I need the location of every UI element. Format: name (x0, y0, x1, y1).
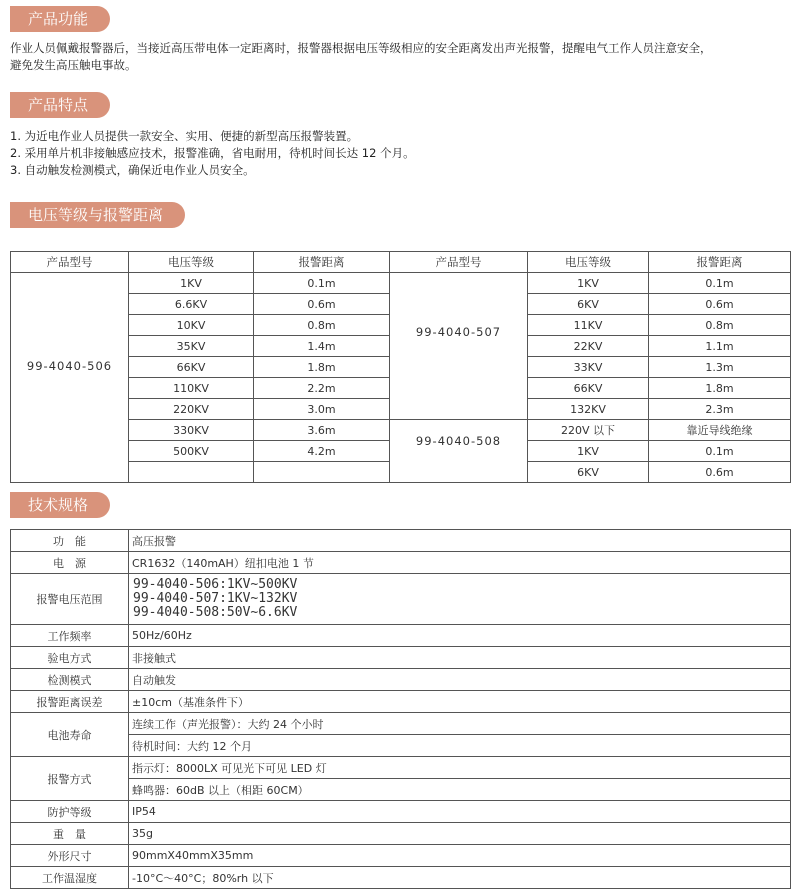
distance-cell: 1.4m (254, 336, 390, 357)
function-description (10, 40, 790, 74)
table-row (11, 273, 791, 294)
distance-cell: 0.6m (649, 462, 791, 483)
spec-label: 工作频率 (11, 625, 129, 647)
distance-cell: 0.1m (254, 273, 390, 294)
range-line: 99-4040-508:50V~6.6KV (133, 605, 298, 620)
distance-cell: 3.6m (254, 420, 390, 441)
distance-cell: 0.8m (649, 315, 791, 336)
function-line: 作业人员佩戴报警器后，当接近高压带电体一定距离时，报警器根据电压等级相应的安全距离发出声光报警，提醒电气工作人员注意安全， (10, 41, 712, 55)
section-title-specs: 技术规格 (10, 492, 110, 518)
spec-row (11, 757, 791, 779)
spec-label: 电 源 (11, 552, 129, 574)
spec-label: 报警电压范围 (11, 574, 129, 625)
distance-cell (254, 462, 390, 483)
voltage-cell: 6KV (528, 462, 649, 483)
section-title-features: 产品特点 (10, 92, 110, 118)
distance-cell: 3.0m (254, 399, 390, 420)
section-title-voltage: 电压等级与报警距离 (10, 202, 185, 228)
spec-label: 检测模式 (11, 669, 129, 691)
spec-row (11, 625, 791, 647)
distance-cell: 0.1m (649, 441, 791, 462)
header-voltage: 电压等级 (129, 252, 254, 273)
voltage-cell: 220V 以下 (528, 420, 649, 441)
header-distance: 报警距离 (254, 252, 390, 273)
spec-value: IP54 (129, 801, 791, 823)
header-model: 产品型号 (390, 252, 528, 273)
spec-row (11, 669, 791, 691)
spec-label: 工作温湿度 (11, 867, 129, 889)
voltage-cell: 500KV (129, 441, 254, 462)
spec-row (11, 867, 791, 889)
spec-label: 外形尺寸 (11, 845, 129, 867)
spec-label: 防护等级 (11, 801, 129, 823)
spec-value: 非接触式 (129, 647, 791, 669)
distance-cell: 0.1m (649, 273, 791, 294)
voltage-cell: 66KV (129, 357, 254, 378)
voltage-distance-table (10, 251, 791, 483)
voltage-cell: 22KV (528, 336, 649, 357)
table-header-row (11, 252, 791, 273)
header-voltage: 电压等级 (528, 252, 649, 273)
voltage-cell: 11KV (528, 315, 649, 336)
voltage-cell: 35KV (129, 336, 254, 357)
voltage-cell: 1KV (528, 273, 649, 294)
spec-value: -10°C～40°C；80%rh 以下 (129, 867, 791, 889)
spec-label: 电池寿命 (11, 713, 129, 757)
voltage-cell: 220KV (129, 399, 254, 420)
model-507: 99-4040-507 (390, 273, 528, 420)
range-line: 99-4040-506:1KV~500KV (133, 577, 298, 592)
spec-value: 蜂鸣器：60dB 以上（相距 60CM） (129, 779, 791, 801)
distance-cell: 靠近导线绝缘 (649, 420, 791, 441)
spec-row (11, 713, 791, 735)
features-list (10, 128, 790, 179)
distance-cell: 1.3m (649, 357, 791, 378)
voltage-cell: 66KV (528, 378, 649, 399)
feature-item: 1. 为近电作业人员提供一款安全、实用、便捷的新型高压报警装置。 (10, 129, 359, 143)
spec-label: 功 能 (11, 530, 129, 552)
spec-label: 重 量 (11, 823, 129, 845)
spec-row (11, 647, 791, 669)
voltage-cell: 6.6KV (129, 294, 254, 315)
spec-value: 50Hz/60Hz (129, 625, 791, 647)
spec-value: 35g (129, 823, 791, 845)
header-distance: 报警距离 (649, 252, 791, 273)
function-line: 避免发生高压触电事故。 (10, 58, 137, 72)
spec-value: ±10cm（基准条件下） (129, 691, 791, 713)
voltage-cell: 132KV (528, 399, 649, 420)
spec-value: CR1632（140mAH）纽扣电池 1 节 (129, 552, 791, 574)
model-506: 99-4040-506 (11, 273, 129, 483)
spec-row (11, 691, 791, 713)
distance-cell: 2.2m (254, 378, 390, 399)
spec-value: 连续工作（声光报警）：大约 24 个小时 (129, 713, 791, 735)
feature-item: 3. 自动触发检测模式，确保近电作业人员安全。 (10, 163, 255, 177)
spec-row (11, 574, 791, 625)
voltage-cell: 1KV (129, 273, 254, 294)
spec-label: 报警方式 (11, 757, 129, 801)
range-line: 99-4040-507:1KV~132KV (133, 591, 298, 606)
section-title-function: 产品功能 (10, 6, 110, 32)
spec-value: 待机时间：大约 12 个月 (129, 735, 791, 757)
spec-row (11, 530, 791, 552)
distance-cell: 0.6m (649, 294, 791, 315)
voltage-cell: 1KV (528, 441, 649, 462)
spec-value: 自动触发 (129, 669, 791, 691)
spec-row (11, 845, 791, 867)
voltage-cell: 6KV (528, 294, 649, 315)
spec-table (10, 529, 791, 889)
spec-value: 高压报警 (129, 530, 791, 552)
distance-cell: 1.8m (254, 357, 390, 378)
distance-cell: 0.8m (254, 315, 390, 336)
distance-cell: 2.3m (649, 399, 791, 420)
feature-item: 2. 采用单片机非接触感应技术，报警准确，省电耐用，待机时间长达 12 个月。 (10, 146, 415, 160)
spec-value: 指示灯：8000LX 可见光下可见 LED 灯 (129, 757, 791, 779)
distance-cell: 0.6m (254, 294, 390, 315)
voltage-cell: 330KV (129, 420, 254, 441)
voltage-cell (129, 462, 254, 483)
voltage-cell: 10KV (129, 315, 254, 336)
spec-row (11, 801, 791, 823)
distance-cell: 1.8m (649, 378, 791, 399)
spec-label: 验电方式 (11, 647, 129, 669)
spec-value-range (129, 574, 791, 625)
header-model: 产品型号 (11, 252, 129, 273)
distance-cell: 4.2m (254, 441, 390, 462)
spec-label: 报警距离误差 (11, 691, 129, 713)
distance-cell: 1.1m (649, 336, 791, 357)
spec-value: 90mmX40mmX35mm (129, 845, 791, 867)
spec-row (11, 823, 791, 845)
voltage-cell: 110KV (129, 378, 254, 399)
voltage-cell: 33KV (528, 357, 649, 378)
model-508: 99-4040-508 (390, 420, 528, 483)
spec-row (11, 552, 791, 574)
